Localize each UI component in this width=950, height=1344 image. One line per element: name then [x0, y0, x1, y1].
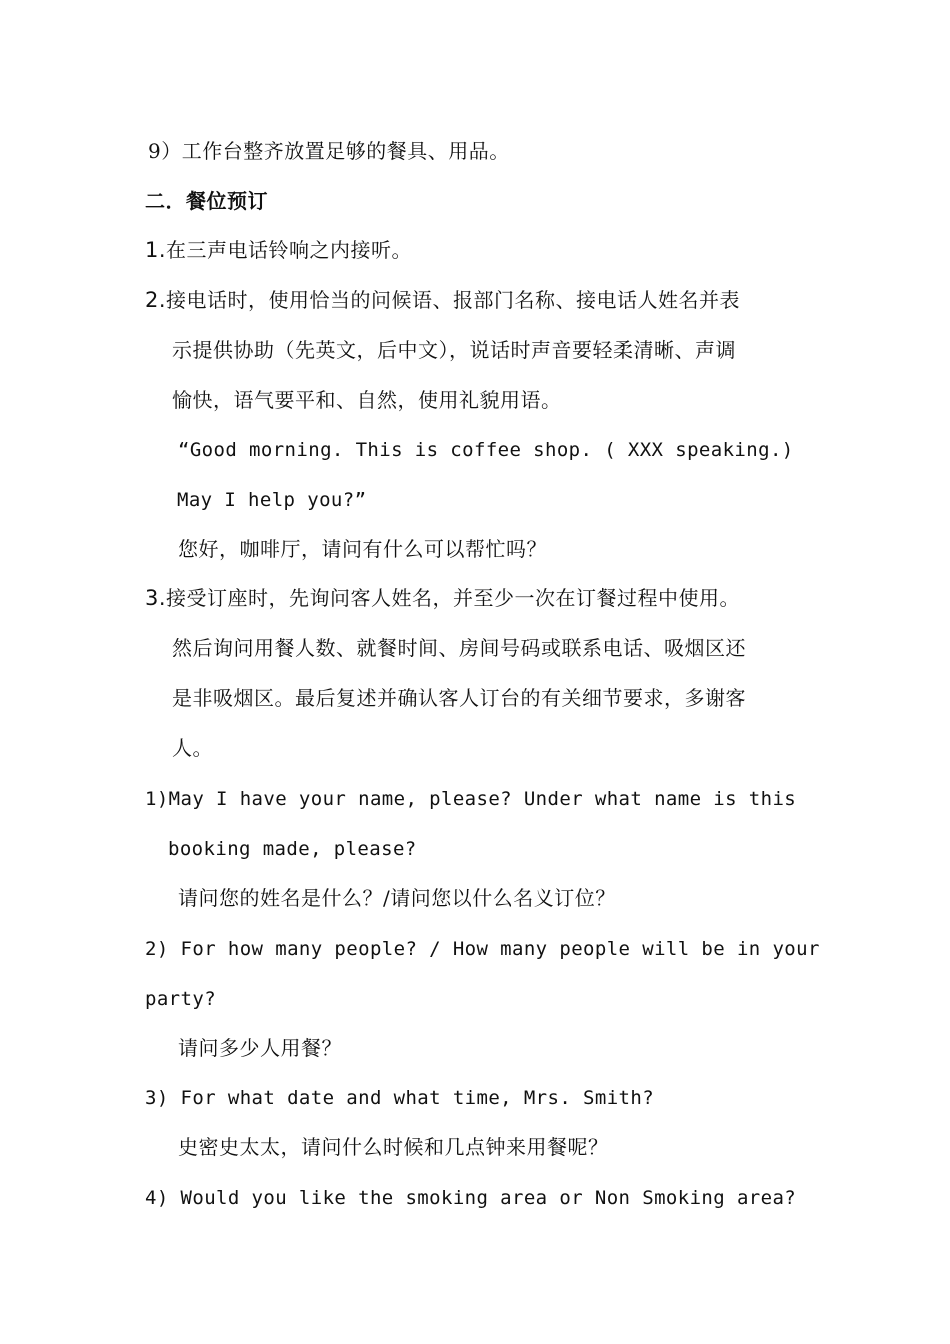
item-1-text: 在三声电话铃响之内接听。	[166, 238, 413, 262]
item-2-number: 2.	[145, 288, 167, 312]
item-2-text-b: 示提供协助（先英文，后中文），说话时声音要轻柔清晰、声调	[172, 338, 736, 362]
item-3-number: 3.	[145, 586, 167, 610]
question-2-chinese: 请问多少人用餐？	[178, 1036, 342, 1060]
item-3-text-d: 人。	[172, 736, 213, 760]
greeting-english-b: May I help you?”	[177, 489, 367, 511]
item-3-text-a: 接受订座时，先询问客人姓名，并至少一次在订餐过程中使用。	[166, 586, 741, 610]
question-1-chinese: 请问您的姓名是什么？/请问您以什么名义订位？	[178, 886, 616, 910]
question-1-english-a: 1)May I have your name, please? Under what name is this	[145, 788, 797, 810]
question-2-english-b: party?	[145, 988, 217, 1010]
item-2-text-a: 接电话时，使用恰当的问候语、报部门名称、接电话人姓名并表	[166, 288, 741, 312]
question-4-english: 4) Would you like the smoking area or Non Smoking area?	[145, 1187, 797, 1209]
item-1-number: 1.	[145, 238, 167, 262]
section-heading: 二．餐位预订	[145, 189, 268, 213]
question-1-english-b: booking made, please?	[168, 838, 417, 860]
item-3-text-b: 然后询问用餐人数、就餐时间、房间号码或联系电话、吸烟区还	[172, 636, 746, 660]
question-2-english-a: 2) For how many people? / How many people will be in your	[145, 938, 820, 960]
greeting-english-a: “Good morning. This is coffee shop. ( XXX speaking.)	[178, 439, 794, 461]
question-3-chinese: 史密史太太，请问什么时候和几点钟来用餐呢？	[178, 1135, 609, 1159]
tableware-line: 9）工作台整齐放置足够的餐具、用品。	[148, 139, 510, 163]
item-3-text-c: 是非吸烟区。最后复述并确认客人订台的有关细节要求，多谢客	[172, 686, 746, 710]
question-3-english: 3) For what date and what time, Mrs. Smith?	[145, 1087, 655, 1109]
item-2-line-a	[145, 286, 740, 314]
item-2-text-c: 愉快，语气要平和、自然，使用礼貌用语。	[172, 388, 562, 412]
item-3-line-a	[145, 584, 740, 612]
greeting-chinese: 您好，咖啡厅，请问有什么可以帮忙吗？	[178, 537, 547, 561]
item-1	[145, 236, 412, 264]
